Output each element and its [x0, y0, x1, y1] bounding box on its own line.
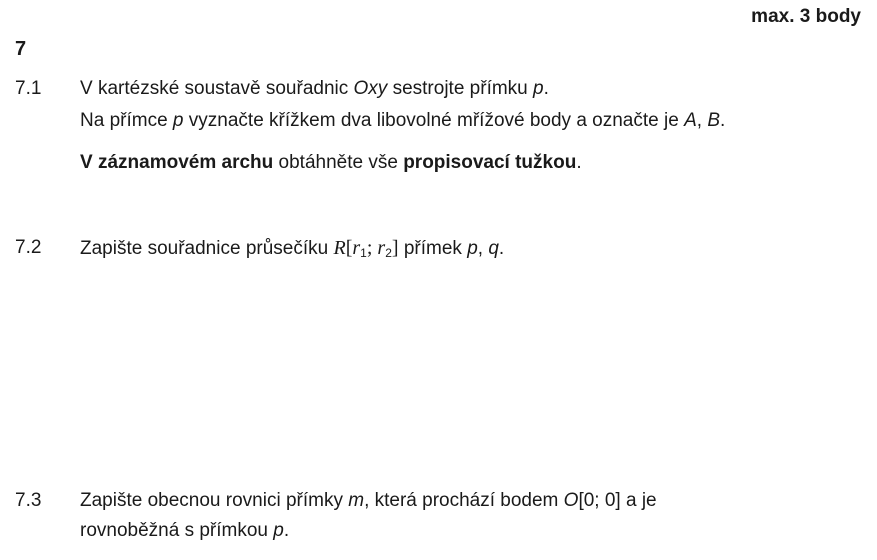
bracket: [: [345, 237, 353, 259]
line-name: p: [533, 78, 544, 99]
bracket: ]: [391, 237, 399, 259]
subtask-7-1-line-2: [80, 110, 725, 132]
text-segment: .: [576, 152, 582, 173]
line-name: p: [467, 238, 478, 259]
subtask-number-7-3: 7.3: [15, 490, 42, 511]
text-segment: vyznačte křížkem dva libovolné mřížové body a označte je: [183, 110, 685, 131]
text-segment: , která prochází bodem: [364, 490, 564, 511]
line-name: m: [348, 490, 365, 511]
coordinate-symbol: r: [377, 237, 386, 259]
subtask-number-7-2: 7.2: [15, 237, 42, 258]
subtask-7-1-line-1: [80, 78, 549, 100]
coordinates: [0; 0]: [578, 490, 621, 511]
max-points-label: max. 3 body: [751, 6, 861, 27]
text-segment: .: [283, 520, 290, 541]
line-name: p: [172, 110, 184, 131]
coordinate-symbol: r: [352, 237, 361, 259]
line-name: p: [273, 520, 284, 541]
subscript: 1: [360, 246, 367, 260]
point-name: A: [684, 110, 697, 131]
point-name: O: [563, 490, 579, 511]
subtask-7-1-instruction: [80, 152, 582, 174]
task-number: 7: [15, 38, 27, 60]
text-segment: .: [498, 238, 505, 259]
line-name: q: [488, 238, 499, 259]
text-segment: Zapište obecnou rovnici přímky: [80, 490, 349, 511]
subscript: 2: [385, 246, 392, 260]
separator: ;: [366, 237, 378, 259]
subtask-7-2-line-1: [80, 237, 504, 260]
text-segment: obtáhněte vše: [273, 152, 404, 173]
text-segment: V kartézské soustavě souřadnic: [80, 78, 354, 99]
bold-segment: propisovací tužkou: [403, 152, 577, 173]
point-name: B: [707, 110, 721, 131]
bold-segment: V záznamovém archu: [80, 152, 274, 173]
text-segment: Zapište souřadnice průsečíku: [80, 238, 334, 259]
coordinate-system-name: Oxy: [353, 78, 388, 99]
text-segment: .: [720, 110, 726, 131]
text-segment: Na přímce: [80, 110, 173, 131]
point-name: R: [333, 237, 346, 259]
text-segment: ,: [477, 238, 489, 259]
subtask-7-3-line-1: [80, 490, 657, 512]
text-segment: a je: [620, 490, 657, 511]
subtask-7-3-line-2: [80, 520, 289, 542]
text-segment: ,: [696, 110, 708, 131]
text-segment: rovnoběžná s přímkou: [80, 520, 274, 541]
text-segment: přímek: [398, 238, 468, 259]
text-segment: .: [543, 78, 549, 99]
subtask-number-7-1: 7.1: [15, 78, 42, 99]
text-segment: sestrojte přímku: [387, 78, 534, 99]
